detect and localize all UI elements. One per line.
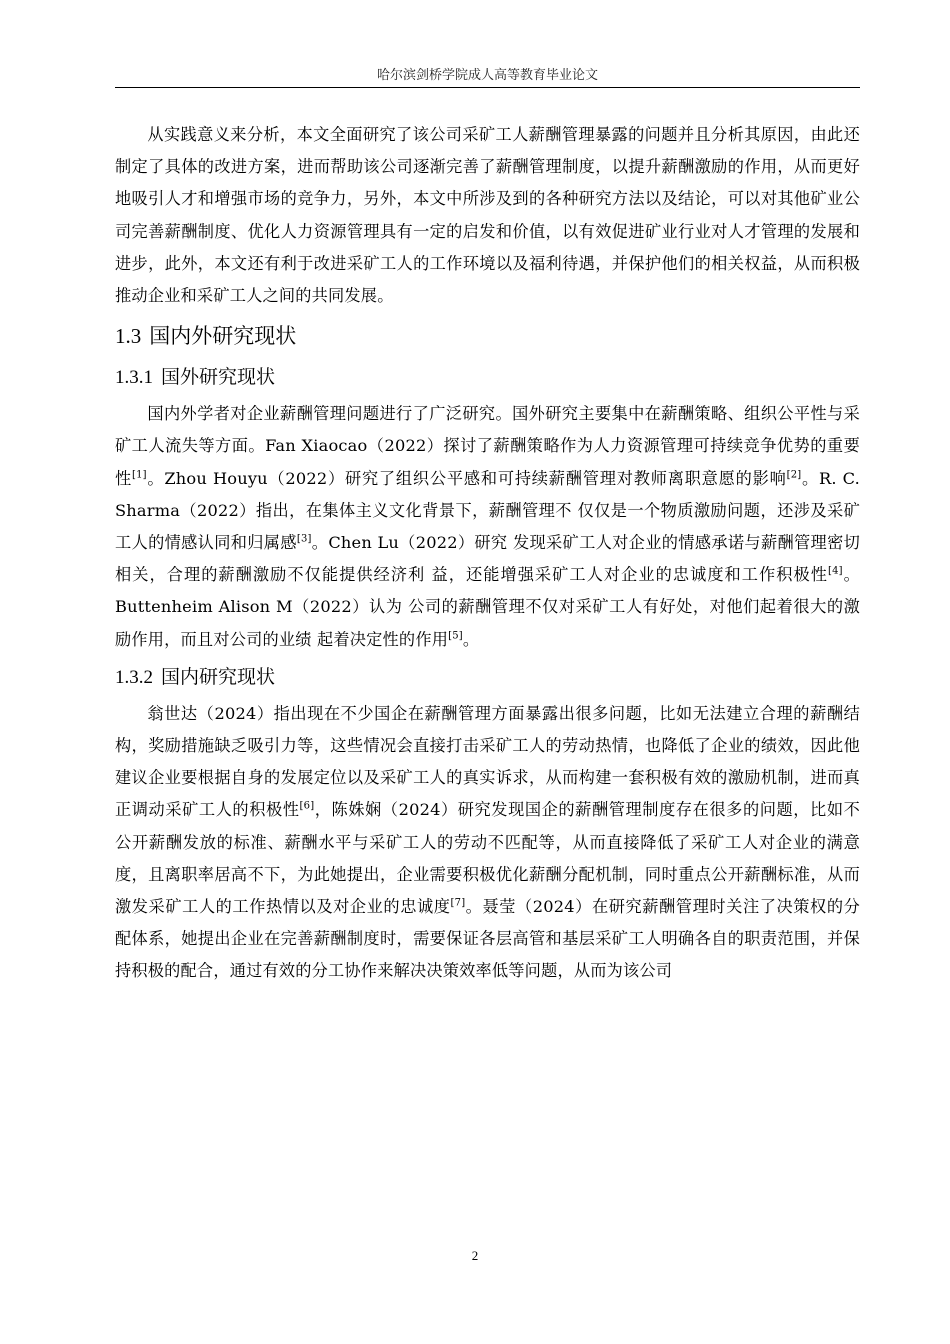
citation-ref: [7] [450,897,466,909]
text-run: 翁世达（2024）指出现在不少国企在薪酬管理方面暴露出很多问题，比如无法建立合理的薪酬结构，奖励措施缺乏吸引力等，这些情况会直接打击采矿工人的劳动热情，也降低了企业的绩效，因此他建议企业要根据自身的发展定位以及采矿工人的真实诉求，从而构建一套积极有效的激励机制，进而真正调动采矿工人的积极性 [115,703,860,820]
header-divider [115,87,860,88]
section-number: 1.3.1 [115,367,153,389]
section-heading-1-3-2 [115,661,860,694]
text-run: 。R. C. Sharma（2022）指出，在集体主义文化背景下，薪酬管理不 仅仅是一个物质激励问题，还涉及采矿工人的情感认同和归属感 [115,468,860,553]
text-run: 。Zhou Houyu（2022）研究了组织公平感和可持续薪酬管理对教师离职意愿的影响 [146,468,787,488]
page-number: 2 [471,1248,479,1263]
page-body [115,119,860,988]
citation-ref: [5] [448,630,463,642]
section-title: 国内研究现状 [161,665,276,688]
section-number: 1.3.2 [115,666,153,688]
text-run: 。Buttenheim Alison M（2022）认为 公司的薪酬管理不仅对采矿工人有好处，对他们起着很大的激励作用，而且对公司的业绩 起着决定性的作用 [115,565,861,649]
text-run: 。Chen Lu（2022）研究 发现采矿工人对企业的情感承诺与薪酬管理密切相关，合理的薪酬激励不仅能提供经济利 益，还能增强采矿工人对企业的忠诚度和工作积极性 [115,533,861,585]
domestic-research-paragraph [115,698,860,988]
section-number: 1.3 [115,324,142,349]
section-title: 国外研究现状 [161,366,276,389]
section-heading-1-3 [115,320,860,352]
text-run: ，陈姝娴（2024）研究发现国企的薪酬管理制度存在很多的问题，比如不公开薪酬发放的标准、薪酬水平与采矿工人的劳动不匹配等，从而直接降低了采矿工人对企业的满意度，且离职率居高不下，为此她提出，企业需要积极优化薪酬分配机制，同时重点公开薪酬标准，从而激发采矿工人的工作热情以及对企业的忠诚度 [115,800,860,917]
citation-ref: [1] [132,469,147,481]
text-run: 。 [462,629,480,649]
practical-significance-paragraph: 从实践意义来分析，本文全面研究了该公司采矿工人薪酬管理暴露的问题并且分析其原因，由此还制定了具体的改进方案，进而帮助该公司逐渐完善了薪酬管理制度，以提升薪酬激励的作用，从而更好地吸引人才和增强市场的竞争力，另外，本文中所涉及到的各种研究方法以及结论，可以对其他矿业公司完善薪酬制度、优化人力资源管理具有一定的启发和价值，以有效促进矿业行业对人才管理的发展和进步，此外，本文还有利于改进采矿工人的工作环境以及福利待遇，并保护他们的相关权益，从而积极推动企业和采矿工人之间的共同发展。 [115,125,860,306]
citation-ref: [4] [828,565,843,577]
text-run: 国内外学者对企业薪酬管理问题进行了广泛研究。国外研究主要集中在薪酬策略、组织公平性与采矿工人流失等方面。Fan Xiaocao（2022）探讨了薪酬策略作为人力资源管理可持续竞争优势的重要性 [115,404,860,488]
section-heading-1-3-1 [115,361,860,394]
section-title: 国内外研究现状 [149,324,297,349]
citation-ref: [3] [296,533,312,545]
text-run: 。聂莹（2024）在研究薪酬管理时关注了决策权的分配体系，她提出企业在完善薪酬制度时，需要保证各层高管和基层采矿工人明确各自的职责范围，并保持积极的配合，通过有效的分工协作来解决决策效率低等问题，从而为该公司 [115,897,860,981]
citation-ref: [2] [786,469,802,481]
citation-ref: [6] [299,801,315,813]
running-header: 哈尔滨剑桥学院成人高等教育毕业论文 [376,68,598,83]
foreign-research-paragraph [115,398,860,656]
